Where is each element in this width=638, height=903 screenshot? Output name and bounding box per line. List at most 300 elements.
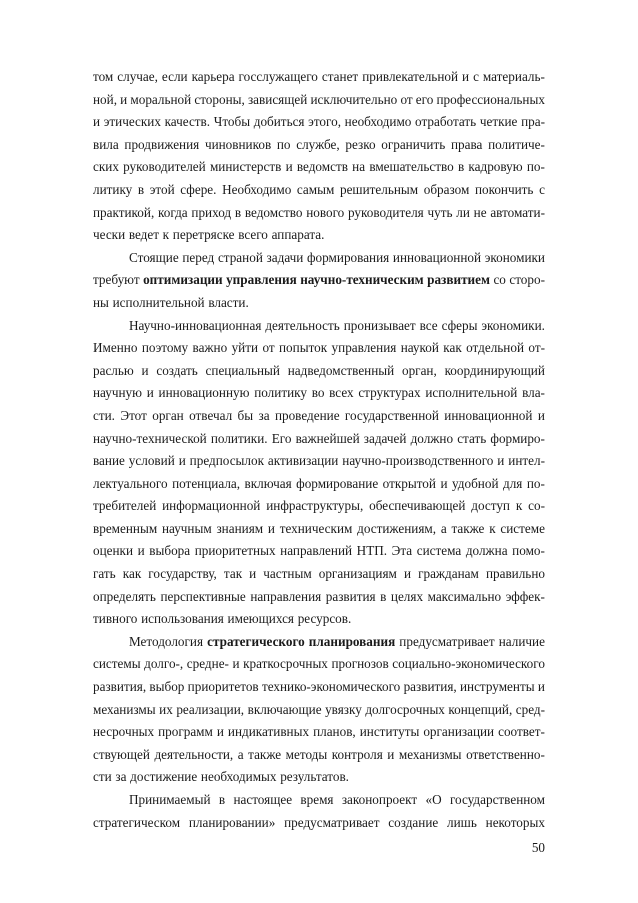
word: литику (93, 181, 133, 197)
word: несрочных (93, 724, 155, 740)
word: условий (128, 453, 175, 469)
text-line (93, 721, 545, 744)
word: Его (271, 430, 292, 446)
word: моральной (130, 91, 192, 107)
word: временным (93, 520, 158, 536)
word: продвижения (124, 136, 200, 152)
word: необходимых (200, 769, 277, 785)
word: организациям (318, 566, 397, 582)
word: страной (217, 249, 263, 265)
bold-word: планирования (308, 633, 396, 649)
word: соответ- (498, 724, 545, 740)
word: и (440, 475, 448, 491)
word: аппарата. (271, 227, 325, 243)
word: инфраструктуры, (266, 498, 364, 514)
text-line (93, 360, 545, 383)
word: чуть (427, 204, 453, 220)
word: достижениям, (357, 520, 437, 536)
word: и (497, 453, 505, 469)
word: руководителя (348, 204, 424, 220)
word: решительным (339, 181, 419, 197)
word: службе, (296, 136, 340, 152)
word: выбора (149, 543, 191, 559)
word: когда (158, 204, 188, 220)
word: долгосрочных (365, 701, 445, 717)
word: системы (93, 656, 141, 672)
word: резко (345, 136, 376, 152)
word: орган, (401, 362, 437, 378)
word: система (416, 543, 462, 559)
word: пра- (521, 114, 545, 130)
word: управления (331, 340, 397, 356)
word: в (457, 159, 465, 175)
word: четкие (479, 114, 518, 130)
word: долго-, (144, 656, 184, 672)
word: к (162, 227, 170, 243)
word: отработать (415, 114, 477, 130)
word: не (473, 204, 487, 220)
word: раслью (93, 362, 134, 378)
word: научно-технической (93, 430, 207, 446)
word: этого, (308, 114, 341, 130)
word: развития (325, 588, 376, 604)
word: удобной (452, 475, 499, 491)
word: госслужащего (238, 69, 318, 84)
word: в (380, 588, 387, 604)
word: и (232, 656, 240, 672)
word: министерств (209, 159, 282, 175)
word: станет (321, 69, 359, 84)
word: реализации, (176, 701, 245, 717)
word: средне- (186, 656, 229, 672)
word: к (515, 498, 523, 514)
text-line (93, 111, 545, 134)
word: приоритетных (194, 543, 276, 559)
text-line (93, 653, 545, 676)
word: определять (93, 588, 156, 604)
word: необходимо (344, 114, 412, 130)
word: стать (457, 430, 487, 446)
word: Именно (93, 340, 138, 356)
word: и (249, 566, 257, 582)
word: методы (285, 746, 328, 762)
word: ной, (93, 91, 118, 107)
word: тивного (93, 611, 138, 627)
word: сферы (441, 317, 478, 333)
word: а (440, 520, 447, 536)
text-line (93, 134, 545, 157)
word: инструменты (459, 679, 535, 695)
word: орган (152, 407, 184, 423)
word: бы (237, 407, 254, 423)
word: имеющихся (227, 611, 294, 627)
word: пронизывает (343, 317, 416, 333)
word: информационной (162, 498, 261, 514)
word: как (122, 566, 142, 582)
word: экономики. (481, 317, 545, 333)
word: открытой (382, 475, 436, 491)
word: так (223, 566, 243, 582)
word: системе (500, 520, 545, 536)
word: практикой, (93, 204, 155, 220)
word: вила (93, 136, 119, 152)
text-line (93, 337, 545, 360)
word: инновационной (444, 407, 533, 423)
word: по- (526, 475, 545, 491)
word: увязку (325, 701, 362, 717)
text-line (93, 224, 545, 247)
word: ограничить (381, 136, 446, 152)
word: ли (456, 204, 470, 220)
word: и (120, 91, 128, 107)
word: ведомств (296, 159, 348, 175)
word: государству, (148, 566, 217, 582)
word: как (443, 340, 462, 356)
word: направлений (280, 543, 353, 559)
word: формиро- (490, 430, 545, 446)
word: со (493, 272, 506, 288)
word: требителей (93, 498, 157, 514)
word: задачи (266, 249, 304, 265)
page-number: 50 (531, 840, 545, 855)
text-line (93, 269, 545, 292)
word: чиновников (204, 136, 272, 152)
word: проведение (274, 407, 340, 423)
word: от (400, 91, 413, 107)
word: также (248, 746, 282, 762)
text-line (93, 540, 545, 563)
word: поэтому (141, 340, 189, 356)
word: качеств. (164, 114, 211, 130)
word: Методология (129, 633, 204, 649)
word: интел- (508, 453, 545, 469)
word: материаль- (482, 69, 545, 84)
word: наличие (498, 633, 545, 649)
word: целях (390, 588, 424, 604)
word: частным (263, 566, 312, 582)
word: ответственно- (466, 746, 545, 762)
word: отвечал (189, 407, 233, 423)
word: политики. (210, 430, 268, 446)
word: исполнительной (425, 385, 518, 401)
word: в (218, 792, 226, 807)
word: правильно (485, 566, 545, 582)
word: исполнительной (112, 294, 205, 310)
word: политику (254, 385, 307, 401)
text-line (93, 292, 545, 315)
text-line (93, 156, 545, 179)
word: помо- (512, 543, 545, 559)
word: прогнозов (331, 656, 389, 672)
word: самым (296, 181, 335, 197)
body-text (93, 66, 545, 834)
text-line (93, 676, 545, 699)
word: предпосылок (189, 453, 264, 469)
word: ведет (128, 227, 159, 243)
word: научно-производственного (342, 453, 494, 469)
word: руководителей (123, 159, 206, 175)
bold-word: научно-техническим (300, 272, 424, 288)
word: некоторых (485, 814, 545, 830)
word: и (146, 385, 154, 401)
word: ресурсов. (297, 611, 352, 627)
word: и (141, 362, 149, 378)
word: координирующий (444, 362, 545, 378)
word: НТП. (356, 543, 388, 559)
word: по- (526, 159, 545, 175)
word: перед (182, 249, 215, 265)
word: настоящее (233, 792, 293, 807)
word: с (539, 181, 545, 197)
text-line (93, 744, 545, 767)
word: вла- (522, 385, 545, 401)
word: доступ (471, 498, 510, 514)
word: планировании» (188, 814, 276, 830)
word: и (537, 407, 545, 423)
word: все (419, 317, 438, 333)
word: эффек- (505, 588, 545, 604)
word: Необходимо (222, 181, 292, 197)
word: чески (93, 227, 126, 243)
word: приход (191, 204, 232, 220)
word: и (285, 159, 293, 175)
word: важнейшей (295, 430, 360, 446)
word: сти (93, 769, 112, 785)
text-line (93, 202, 545, 225)
word: институты (359, 724, 420, 740)
paragraph (93, 315, 545, 631)
word: вмешательство (369, 159, 454, 175)
text-line (93, 473, 545, 496)
word: важно (192, 340, 228, 356)
word: карьера (191, 69, 235, 84)
bold-word: управления (226, 272, 297, 288)
word: перетряске (172, 227, 235, 243)
word: должно (410, 430, 454, 446)
word: достижение (130, 769, 198, 785)
word: механизмы (398, 746, 462, 762)
text-line (93, 631, 545, 654)
word: выбор (149, 679, 185, 695)
word: стратегическом (93, 814, 181, 830)
word: задачей (363, 430, 407, 446)
word: специальный (205, 362, 280, 378)
text-line (93, 405, 545, 428)
word: в (234, 204, 242, 220)
word: научным (161, 520, 212, 536)
word: со- (528, 498, 545, 514)
word: перспективные (160, 588, 246, 604)
word: Стоящие (129, 249, 179, 265)
text-line (93, 518, 545, 541)
paragraph (93, 247, 545, 315)
word: направления (250, 588, 322, 604)
word: сфере. (180, 181, 217, 197)
word: по (276, 136, 291, 152)
paragraph (93, 631, 545, 789)
word: индикативных (227, 724, 310, 740)
word: случае, (117, 69, 158, 84)
word: политиче- (488, 136, 545, 152)
word: развития, (403, 679, 457, 695)
word: краткосрочных (243, 656, 328, 672)
word: развития, (93, 679, 147, 695)
word: профессиональных (436, 91, 545, 107)
word: социально-экономического (392, 656, 545, 672)
word: и (403, 566, 412, 582)
text-line (93, 382, 545, 405)
word: наукой (400, 340, 439, 356)
word: структурах (358, 385, 421, 401)
word: результатов. (280, 769, 349, 785)
text-line (93, 428, 545, 451)
word: инновационной (392, 249, 482, 265)
word: научную (93, 385, 142, 401)
word: зависящей (247, 91, 308, 107)
word: и (137, 543, 145, 559)
word: надведомственный (287, 362, 395, 378)
word: обеспечивающей (369, 498, 466, 514)
word: ведомство (244, 204, 303, 220)
word: экономики (484, 249, 545, 265)
text-line (93, 495, 545, 518)
bold-word: оптимизации (143, 272, 223, 288)
text-line (93, 179, 545, 202)
word: покончить (474, 181, 534, 197)
word: сти. (93, 407, 115, 423)
word: ны (93, 294, 109, 310)
word: включающие (247, 701, 322, 717)
text-line (93, 450, 545, 473)
word: автомати- (490, 204, 545, 220)
word: планов, (313, 724, 356, 740)
word: нового (306, 204, 345, 220)
word: программ (158, 724, 213, 740)
word: во (311, 385, 325, 401)
word: и (267, 520, 275, 536)
word: техническим (279, 520, 353, 536)
word: его (415, 91, 434, 107)
word: Принимаемый (129, 792, 211, 807)
word: предусматривает (399, 633, 495, 649)
word: включая (244, 475, 292, 491)
word: деятельности, (154, 746, 234, 762)
word: и (387, 746, 395, 762)
word: также (451, 520, 485, 536)
word: этой (149, 181, 175, 197)
text-line (93, 789, 545, 812)
word: Научно-инновационная (129, 317, 262, 333)
text-line (93, 699, 545, 722)
word: и (462, 69, 470, 84)
word: формирование (296, 475, 379, 491)
word: потенциала, (172, 475, 241, 491)
word: требуют (93, 272, 140, 288)
word: предусматривает (284, 814, 380, 830)
word: их (159, 701, 173, 717)
word: ских (93, 159, 119, 175)
word: знаниям (216, 520, 264, 536)
word: привлекательной (362, 69, 459, 84)
word: всего (238, 227, 268, 243)
word: сторо- (509, 272, 545, 288)
text-line (93, 247, 545, 270)
word: государственном (449, 792, 545, 807)
word: активизации (267, 453, 339, 469)
text-line (93, 315, 545, 338)
word: «О (425, 792, 442, 807)
word: формирования (307, 249, 390, 265)
word: гражданам (418, 566, 479, 582)
word: концепций, (448, 701, 513, 717)
word: за (115, 769, 127, 785)
word: власти. (208, 294, 249, 310)
word: время (300, 792, 334, 807)
bold-word: стратегического (207, 633, 305, 649)
word: Этот (120, 407, 147, 423)
text-line (93, 766, 545, 789)
word: сред- (515, 701, 545, 717)
text-line (93, 608, 545, 631)
paragraph (93, 789, 545, 834)
word: для (503, 475, 523, 491)
word: с (473, 69, 479, 84)
word: на (352, 159, 366, 175)
text-line (93, 89, 545, 112)
word: за (258, 407, 270, 423)
word: от- (528, 340, 545, 356)
word: Чтобы (213, 114, 251, 130)
word: том (93, 69, 114, 84)
paragraph (93, 66, 545, 247)
bold-word: развитием (427, 272, 490, 288)
word: всех (329, 385, 354, 401)
word: этических (103, 114, 161, 130)
word: попыток (279, 340, 328, 356)
word: права (450, 136, 483, 152)
word: вание (93, 453, 125, 469)
text-line (93, 563, 545, 586)
word: в (137, 181, 145, 197)
word: отдельной (466, 340, 525, 356)
text-line (93, 586, 545, 609)
word: от (262, 340, 275, 356)
word: кадровую (468, 159, 523, 175)
word: организации (423, 724, 495, 740)
word: гать (93, 566, 116, 582)
word: законопроект (341, 792, 418, 807)
word: использования (141, 611, 224, 627)
word: добиться (253, 114, 305, 130)
word: ствующей (93, 746, 150, 762)
word: и (93, 114, 101, 130)
word: стороны, (194, 91, 245, 107)
word: должна (465, 543, 508, 559)
word: создать (156, 362, 198, 378)
text-line (93, 66, 545, 89)
word: и (216, 724, 224, 740)
word: контроля (331, 746, 383, 762)
word: к (489, 520, 496, 536)
word: приоритетов (187, 679, 259, 695)
word: государственной (344, 407, 439, 423)
word: создание (388, 814, 439, 830)
word: уйти (231, 340, 259, 356)
word: Эта (391, 543, 413, 559)
word: лишь (447, 814, 477, 830)
word: технико-экономического (261, 679, 401, 695)
word: и (537, 679, 545, 695)
